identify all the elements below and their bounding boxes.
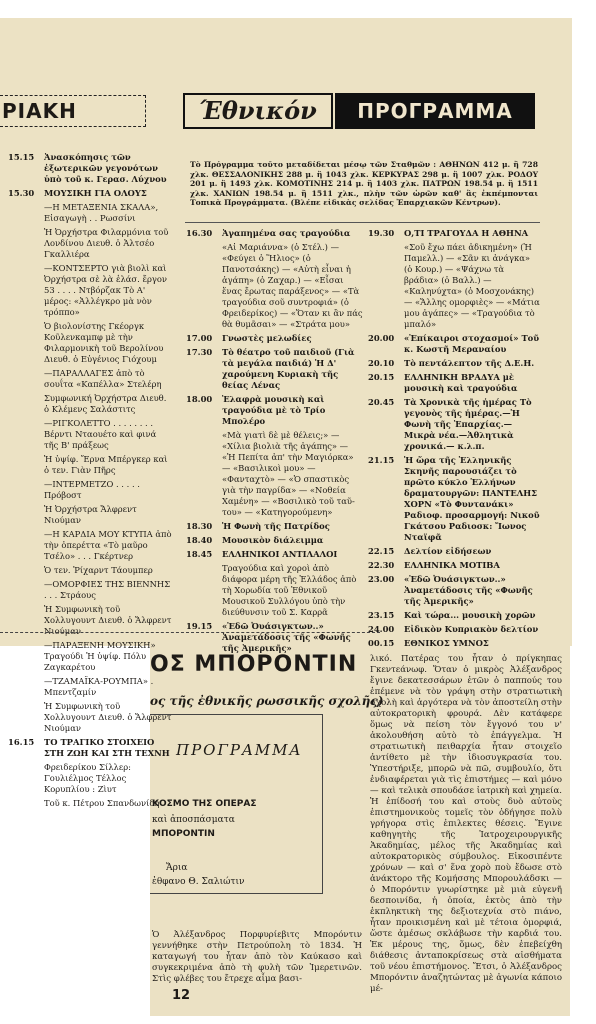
schedule-item bbox=[186, 563, 364, 618]
stations-notice: Τὸ Πρόγραμμα τοῦτο μεταδίδεται μέσῳ τῶν Σταθμῶν : ΑΘΗΝΩΝ 412 μ. ἢ 728 χλκ. ΘΕΣΣΑΛΟΝΙΚΗΣ 288 μ. ἢ 1043 χλκ. ΚΕΡΚΥΡΑΣ 298 μ. ἢ 1007 χλκ. ΡΟΔΟΥ 201 μ. ἢ 1493 χλκ. ΚΟΜΟΤΙΝΗΣ 214 μ. ἢ 1403 χλκ. ΠΑΤΡΩΝ 198.54 μ. ἢ 1511 χλκ. ΧΑΝΙΩΝ 198.54 μ. ἢ 1511 χλκ., πλὴν τῶν ὡρῶν καθ' ἃς ἐκπέμπονται Τοπικὰ Προγράμματα. (Βλέπε εἰδικὰς σελίδας Ἐπαρχιακῶν Κέντρων). bbox=[190, 160, 538, 207]
schedule-text: —ΚΟΝΤΣΕΡΤΟ γιὰ βιολὶ καὶ Ὀρχήστρα σὲ λὰ ἐλάσ. ἔργον 53 . . . . Ντβόρζακ Τὸ Α' μέρος: «Ἀλλέγκρο μὰ νὸν τρόππο» bbox=[44, 263, 168, 317]
schedule-time bbox=[8, 640, 44, 673]
schedule-item bbox=[8, 762, 173, 795]
schedule-text: ΕΛΛΗΝΙΚΗ ΒΡΑΔΥΑ μὲ μουσικὴ καὶ τραγούδια bbox=[404, 372, 518, 393]
schedule-item bbox=[368, 638, 540, 649]
schedule-time: 18.45 bbox=[186, 549, 213, 559]
schedule-time: 18.40 bbox=[186, 535, 213, 545]
schedule-item bbox=[8, 418, 173, 451]
schedule-item bbox=[8, 152, 173, 185]
program-header bbox=[183, 93, 535, 129]
schedule-item bbox=[8, 454, 173, 476]
schedule-time bbox=[368, 242, 404, 330]
schedule-time: 21.15 bbox=[368, 455, 395, 465]
schedule-text: Τοῦ κ. Πέτρου Σπανδωνίδη bbox=[44, 798, 160, 808]
schedule-item bbox=[368, 610, 540, 621]
schedule-time: 20.10 bbox=[368, 358, 395, 368]
schedule-time: 22.15 bbox=[368, 546, 395, 556]
schedule-item bbox=[368, 574, 540, 607]
schedule-item bbox=[8, 579, 173, 601]
schedule-item bbox=[8, 504, 173, 526]
article-title: ΟΣ ΜΠΟΡΟΝΤΙΝ bbox=[150, 652, 358, 677]
schedule-text: «Αἱ Μαριάννα» (ὁ Στέλ.) — «Φεύγει ὁ Ἥλιος» (ὁ Πανοτσάκης) — «Αὐτὴ εἶναι ἡ ἀγάπη» (ὁ Ζαχαρ.) — «Εἶσαι ἕνας ἔρωτας παράξενος» — «Τὰ τραγούδια σοῦ συντροφιά» (ὁ Φρειδερίκος) — «Ὅταν κι ἂν πάς θὰ θυμᾶσαι» — «Στράτα μου» bbox=[222, 242, 363, 329]
box-line-1: ΚΟΣΜΟ ΤΗΣ ΟΠΕΡΑΣ bbox=[152, 799, 257, 809]
schedule-time bbox=[8, 565, 44, 576]
box-title: ΠΡΟΓΡΑΜΜΑ bbox=[176, 741, 303, 759]
schedule-item bbox=[186, 228, 364, 239]
schedule-column-1 bbox=[8, 152, 173, 812]
schedule-text: Καὶ τώρα... μουσικὴ χορῶν bbox=[404, 610, 536, 620]
box-line-5: ἐθφανο Θ. Σαλιώτιν bbox=[152, 877, 245, 887]
schedule-text: Τραγούδια καὶ χοροὶ ἀπὸ διάφορα μέρη τῆς Ἑλλάδος ἀπὸ τὴ Χορωδία τοῦ Ἐθνικοῦ Μουσικοῦ Συλλόγου ὑπὸ τὴν διεύθυνσιν τοῦ Σ. Καρρᾶ bbox=[222, 563, 357, 617]
schedule-item bbox=[368, 242, 540, 330]
schedule-text: Ἡ Συμφωνικὴ τοῦ Χολλυγουντ Διευθ. ὁ Ἄλφρεντ Νιούμαν bbox=[44, 604, 172, 636]
article-text-right: λικό. Πατέρας του ἦταν ὁ πρίγκηπας Γκεντεάνωφ. Ὅταν ὁ μικρὸς Ἀλέξανδρος ἔγινε δεκατεσσάρων ἐτῶν ὁ παππούς του ἐπέμενε νὰ τὸν γράψη στὴν στρατιωτικὴ σχολὴ καὶ ἀργότερα νὰ τὸν ἀποστείλη στὴν αὐτοκρατορικὴ φρουρά. Δὲν κατάφερε ὅμως νὰ πείση τὸν ἔγγονό του ν' ἀκολουθήση αὐτὸ τὸ ἐπάγγελμα. Ἡ στρατιωτικὴ πειθαρχία ἦταν στοιχεῖο ἀντίθετο μὲ τὴν ἰδιοσυγκρασία του. Ὑπεστήριξε, μπορῶ νὰ πῶ, συμβουλίο, ὅτι ἐνδιαφέρεται γιὰ τὶς ἐπιστήμες — καὶ μόνο — καὶ τελικὰ σπουδάσε ἰατρικὴ καὶ χημεία. Ἡ ἐπίδοσή του καὶ στοὺς δυὸ αὐτοὺς ἐπιστημονικοὺς τομεῖς τὸν ὁδήγησε πολὺ γρήγορα στὶς ἐπιλεκτες θέσεις. Ἔγινε καθηγητὴς τῆς Ἰατροχειρουργικῆς Ἀκαδημίας, μέλος τῆς Ἀκαδημίας καὶ αὐτοκρατορικὸς σύμβουλος. Εἰκοσιπέντε χρόνων — καὶ σ' ἕνα χορὸ ποὺ ἔδωσε στὸ ἀνάκτορο τῆς Κομήσσης Μπορουλάδσκι — ὁ Μπορόντιν γνωρίστηκε μὲ μιὰ εὐγενῆ δεσποινίδα, ἡ ὁποία, ἐκτὸς ἀπὸ τὴν ἐκπληκτικὴ της δεξιοτεχνία στὸ πιάνο, ἦταν προικισμένη καὶ μὲ τέτοια ὀμορφιά, ὥστε ἀμέσως σκλάβωσε τὴν καρδιά του. Ἐκ μέρους της, ὅμως, δὲν ἐπεβείχθη διάθεσις ἀνταποκρίσεως στὰ αἰσθήματα τοῦ νέου ἐπιστήμονος. Ἔτσι, ὁ Ἀλέξανδρος Μπορόντιν ἀναζητώντας μὲ ἀγωνία κάποιο μέ- bbox=[370, 654, 562, 994]
schedule-item bbox=[186, 535, 364, 546]
box-line-4: Ἄρια bbox=[166, 863, 188, 873]
schedule-time: 22.30 bbox=[368, 560, 395, 570]
schedule-text: Ἐλαφρὰ μουσικὴ καὶ τραγούδια μὲ τὸ Τρίο Μπολέρο bbox=[222, 394, 326, 426]
ethnikon-logo: Έθνικόν bbox=[183, 93, 333, 129]
schedule-text: —ΙΝΤΕΡΜΕΤΖΟ . . . . . Πρόβοστ bbox=[44, 479, 140, 500]
schedule-column-3 bbox=[368, 228, 540, 652]
schedule-time bbox=[8, 529, 44, 562]
schedule-item bbox=[8, 263, 173, 318]
schedule-text: —ΠΑΡΑΞΕΝΗ ΜΟΥΣΙΚΗ» Τραγούδι Ἡ ὑψίφ. Πόλυ Ζαγκαρέτου bbox=[44, 640, 156, 672]
schedule-text: Φρειδερίκου Σίλλερ: Γουλιέλμος Τέλλος Κορυπλίου : Ζὶυτ bbox=[44, 762, 131, 794]
schedule-item bbox=[8, 479, 173, 501]
schedule-time: 17.30 bbox=[186, 347, 213, 357]
schedule-text: ΕΘΝΙΚΟΣ ΥΜΝΟΣ bbox=[404, 638, 489, 648]
schedule-time bbox=[8, 798, 44, 809]
schedule-text: Ὁ βιολονίστης Γκέοργκ Κοῦλενκαμπφ μὲ τὴν Φιλαρμονικὴ τοῦ Βερολίνου Διευθ. ὁ Εὐγένιος Γιόχουμ bbox=[44, 321, 164, 364]
program-title: ΠΡΟΓΡΑΜΜΑ bbox=[335, 93, 535, 129]
schedule-time: 15.15 bbox=[8, 152, 35, 162]
schedule-time: 00.15 bbox=[368, 638, 395, 648]
schedule-text: Τὸ πεντάλεπτον τῆς Δ.Ε.Η. bbox=[404, 358, 535, 368]
schedule-item bbox=[8, 321, 173, 365]
divider bbox=[185, 222, 540, 223]
schedule-item bbox=[8, 676, 173, 698]
schedule-text: Μουσικὸν διάλειμμα bbox=[222, 535, 324, 545]
schedule-text: Ὁ τεν. Ῥίχαρντ Τάουμπερ bbox=[44, 565, 153, 575]
schedule-text: Ο,ΤΙ ΤΡΑΓΟΥΔΑ Η ΑΘΗΝΑ bbox=[404, 228, 529, 238]
schedule-text: —ΠΑΡΑΛΛΑΓΕΣ ἀπὸ τὸ σουΐτα «Καπέλλα» Στελέρη bbox=[44, 368, 162, 389]
schedule-item bbox=[368, 372, 540, 394]
schedule-text: «Ἐδῶ Ὀυάσιγκτων..» Ἀναμετάδοσις τῆς «Φωνῆς τῆς Ἀμερικῆς» bbox=[222, 621, 351, 653]
schedule-item bbox=[8, 227, 173, 260]
schedule-item bbox=[8, 368, 173, 390]
cut-line bbox=[0, 632, 380, 633]
schedule-time bbox=[8, 368, 44, 390]
schedule-text: Τὸ θέατρο τοῦ παιδιοῦ (Γιὰ τὰ μεγάλα παιδιά) Ἡ Δ' χαρούμενη Κυριακὴ τῆς θείας Λένας bbox=[222, 347, 355, 390]
schedule-text: Ἡ Ὀρχήστρα Ἄλφρεντ Νιούμαν bbox=[44, 504, 137, 525]
box-line-2: καὶ ἀποσπάσματα bbox=[152, 815, 235, 825]
schedule-item bbox=[186, 521, 364, 532]
schedule-text: Ἡ Συμφωνικὴ τοῦ Χολλυγουντ Διευθ. ὁ Ἄλφρεντ Νιούμαν bbox=[44, 701, 172, 733]
schedule-text: «Ἐπίκαιροι στοχασμοί» Τοῦ κ. Κωστῆ Μεραναίου bbox=[404, 333, 540, 354]
schedule-item bbox=[186, 621, 364, 654]
schedule-time bbox=[186, 430, 222, 518]
schedule-item bbox=[368, 397, 540, 452]
schedule-text: Γνωστὲς μελωδίες bbox=[222, 333, 312, 343]
schedule-item bbox=[8, 798, 173, 809]
schedule-text: Ἀνασκόπησις τῶν ἐξωτερικῶν γεγονότων ὑπὸ τοῦ κ. Γερασ. Λύχνου bbox=[44, 152, 167, 184]
schedule-item bbox=[186, 430, 364, 518]
schedule-time bbox=[8, 701, 44, 734]
schedule-item bbox=[368, 455, 540, 543]
schedule-item bbox=[8, 701, 173, 734]
schedule-column-2 bbox=[186, 228, 364, 657]
schedule-time: 15.30 bbox=[8, 188, 35, 198]
schedule-time bbox=[8, 762, 44, 795]
article-subtitle: ος τῆς ἐθνικῆς ρωσσικῆς σχολῆς) bbox=[150, 694, 384, 708]
schedule-item bbox=[8, 737, 173, 759]
schedule-time bbox=[8, 321, 44, 365]
schedule-text: Ἡ ὑψίφ. Ἔρνα Μπέργκερ καὶ ὁ τεν. Γιὰν Πῆρς bbox=[44, 454, 168, 475]
schedule-time bbox=[8, 202, 44, 224]
article-text-left: Ὁ Ἀλέξανδρος Πορφυρίεβιτς Μπορόντιν γεννήθηκε στὴν Πετρούπολη τὸ 1834. Ἡ καταγωγή του ἦταν ἀπὸ τὸν Καύκασο καὶ συγκεκριμένα ἀπὸ τὴ φυλὴ τῶν Ἰμερετινῶν. Στὶς φλέβες του ἔτρεχε αἷμα βασι- bbox=[152, 930, 362, 984]
schedule-text: «Ἐδῶ Ὀυάσιγκτων..» Ἀναμετάδοσις τῆς «Φωνῆς τῆς Ἀμερικῆς» bbox=[404, 574, 533, 606]
schedule-time: 24.00 bbox=[368, 624, 395, 634]
page-number: 12 bbox=[172, 988, 191, 1003]
schedule-item bbox=[186, 333, 364, 344]
schedule-time bbox=[8, 504, 44, 526]
schedule-text: ΕΛΛΗΝΙΚΑ ΜΟΤΙΒΑ bbox=[404, 560, 500, 570]
schedule-text: —Η ΜΕΤΑΞΕΝΙΑ ΣΚΑΛΑ», Εἰσαγωγὴ . . Ρωσσίνι bbox=[44, 202, 159, 223]
schedule-item bbox=[368, 560, 540, 571]
schedule-item bbox=[186, 242, 364, 330]
schedule-time: 17.00 bbox=[186, 333, 213, 343]
schedule-text: ΕΛΛΗΝΙΚΟΙ ΑΝΤΙΛΑΛΟΙ bbox=[222, 549, 338, 559]
schedule-item bbox=[8, 565, 173, 576]
program-box bbox=[150, 714, 323, 894]
schedule-item bbox=[368, 333, 540, 355]
schedule-item bbox=[186, 347, 364, 391]
schedule-text: ΤΟ ΤΡΑΓΙΚΟ ΣΤΟΙΧΕΙΟ ΣΤΗ ΖΩΗ ΚΑΙ ΣΤΗ ΤΕΧΝΗ bbox=[44, 737, 170, 758]
schedule-item bbox=[186, 549, 364, 560]
schedule-time: 18.30 bbox=[186, 521, 213, 531]
schedule-time: 23.15 bbox=[368, 610, 395, 620]
schedule-text: Τὰ Χρονικὰ τῆς ἡμέρας Τὸ γεγονὸς τῆς ἡμέρας.—Ἡ Φωνὴ τῆς Ἐπαρχίας.—Μικρὰ νέα.—Ἀθλητικὰ χρονικά.— κ.λ.π. bbox=[404, 397, 532, 451]
sunday-tab bbox=[0, 95, 146, 127]
box-line-3: ΜΠΟΡΟΝΤΙΝ bbox=[152, 829, 215, 839]
schedule-time bbox=[8, 454, 44, 476]
schedule-time bbox=[186, 242, 222, 330]
schedule-time: 16.30 bbox=[186, 228, 213, 238]
schedule-time: 20.45 bbox=[368, 397, 395, 407]
schedule-time bbox=[8, 418, 44, 451]
schedule-time: 23.00 bbox=[368, 574, 395, 584]
schedule-text: —Η ΚΑΡΔΙΑ ΜΟΥ ΚΤΥΠΑ ἀπὸ τὴν ὀπερέττα «Τὸ μαῦρο Τσέλο» . . . Γκέρτνερ bbox=[44, 529, 172, 561]
schedule-item bbox=[186, 394, 364, 427]
schedule-item bbox=[368, 624, 540, 635]
schedule-time bbox=[8, 676, 44, 698]
schedule-text: ΜΟΥΣΙΚΗ ΓΙΑ ΟΛΟΥΣ bbox=[44, 188, 147, 198]
schedule-text: «Μὰ γιατὶ δὲ μὲ θέλεις;» — «Χίλια βιολιὰ τῆς ἀγάπης» — «Ἡ Πεπίτα ἀπ' τὴν Μαγιόρκα» — «Βασιλικοὶ μου» — «Φανταχτὸ» — «Ὁ σπαστικὸς γιὰ τὴν παγρίδα» — «Νοθεία Χαμένη» — «Βοσιλικὸ τοῦ ταῦ-του» — «Κατηγορούμενη» bbox=[222, 430, 355, 517]
schedule-time: 20.15 bbox=[368, 372, 395, 382]
schedule-text: Ἡ Φωνὴ τῆς Πατρίδος bbox=[222, 521, 330, 531]
schedule-time bbox=[8, 263, 44, 318]
schedule-text: Συμφωνική Ὀρχήστρα Διευθ. ὁ Κλέμενς Σαλάστιτς bbox=[44, 393, 167, 414]
schedule-text: —ΤΖΑΜΑΪΚΑ-ΡΟΥΜΠΑ» . Μπεντζαμίν bbox=[44, 676, 154, 697]
schedule-item bbox=[368, 228, 540, 239]
schedule-text: «Σοῦ ἔχω πάει ἀδικημένη» (Ἡ Παμελλ.) — «Σᾶν κι ἀνάγκα» (ὁ Κουρ.) — «Ψάχνω τὰ βράδια» (ὁ Βαλλ.) — «Καληνύχτα» (ὁ Μοσχονάκης) — «Ἄλλης ομορφιὲς» — «Μάτια μου ἀγάπες» — «Τραγούδια τὸ μπαλό» bbox=[404, 242, 540, 329]
schedule-item bbox=[8, 188, 173, 199]
schedule-time: 20.00 bbox=[368, 333, 395, 343]
schedule-item bbox=[8, 202, 173, 224]
schedule-time bbox=[186, 563, 222, 618]
schedule-text: Εἰδικὸν Κυπριακὸν δελτίον bbox=[404, 624, 539, 634]
schedule-time: 19.15 bbox=[186, 621, 213, 631]
schedule-time: 19.30 bbox=[368, 228, 395, 238]
schedule-time bbox=[8, 393, 44, 415]
schedule-time: 16.15 bbox=[8, 737, 35, 747]
schedule-time bbox=[8, 227, 44, 260]
schedule-text: Ἡ ὥρα τῆς Ἑλληνικῆς Σκηνῆς παρουσιάζει τὸ πρῶτο κύκλο Ἑλλήνων δραματουργῶν: ΠΑΝΤΕΛΗΣ ΧΟΡΝ «Τὸ Φυντανάκι» Ραδιοφ. προσαρμογή: Νικοῦ Γκάτσου Ραδιοσκ: Ἴωνος Νταϊφᾶ bbox=[404, 455, 540, 542]
schedule-time bbox=[8, 479, 44, 501]
schedule-item bbox=[368, 546, 540, 557]
schedule-item bbox=[8, 529, 173, 562]
schedule-item bbox=[368, 358, 540, 369]
schedule-item bbox=[8, 393, 173, 415]
sunday-tab-label: ΡΙΑΚΗ bbox=[2, 99, 77, 123]
schedule-text: —ΟΜΟΡΦΙΕΣ ΤΗΣ ΒΙΕΝΝΗΣ . . . Στράους bbox=[44, 579, 171, 600]
schedule-text: Ἡ Ὀρχήστρα Φιλαρμόνια τοῦ Λονδίνου Διευθ. ὁ Ἀλτσέο Γκαλλιέρα bbox=[44, 227, 169, 259]
schedule-item bbox=[8, 640, 173, 673]
schedule-time: 18.00 bbox=[186, 394, 213, 404]
schedule-text: Δελτίον εἰδήσεων bbox=[404, 546, 492, 556]
schedule-time bbox=[8, 579, 44, 601]
schedule-text: —ΡΙΓΚΟΛΕΤΤΟ . . . . . . . . Βέρντι Νταουέτο καὶ φινά τῆς Β' πράξεως bbox=[44, 418, 157, 450]
schedule-text: Ἀγαπημένα σας τραγούδια bbox=[222, 228, 351, 238]
